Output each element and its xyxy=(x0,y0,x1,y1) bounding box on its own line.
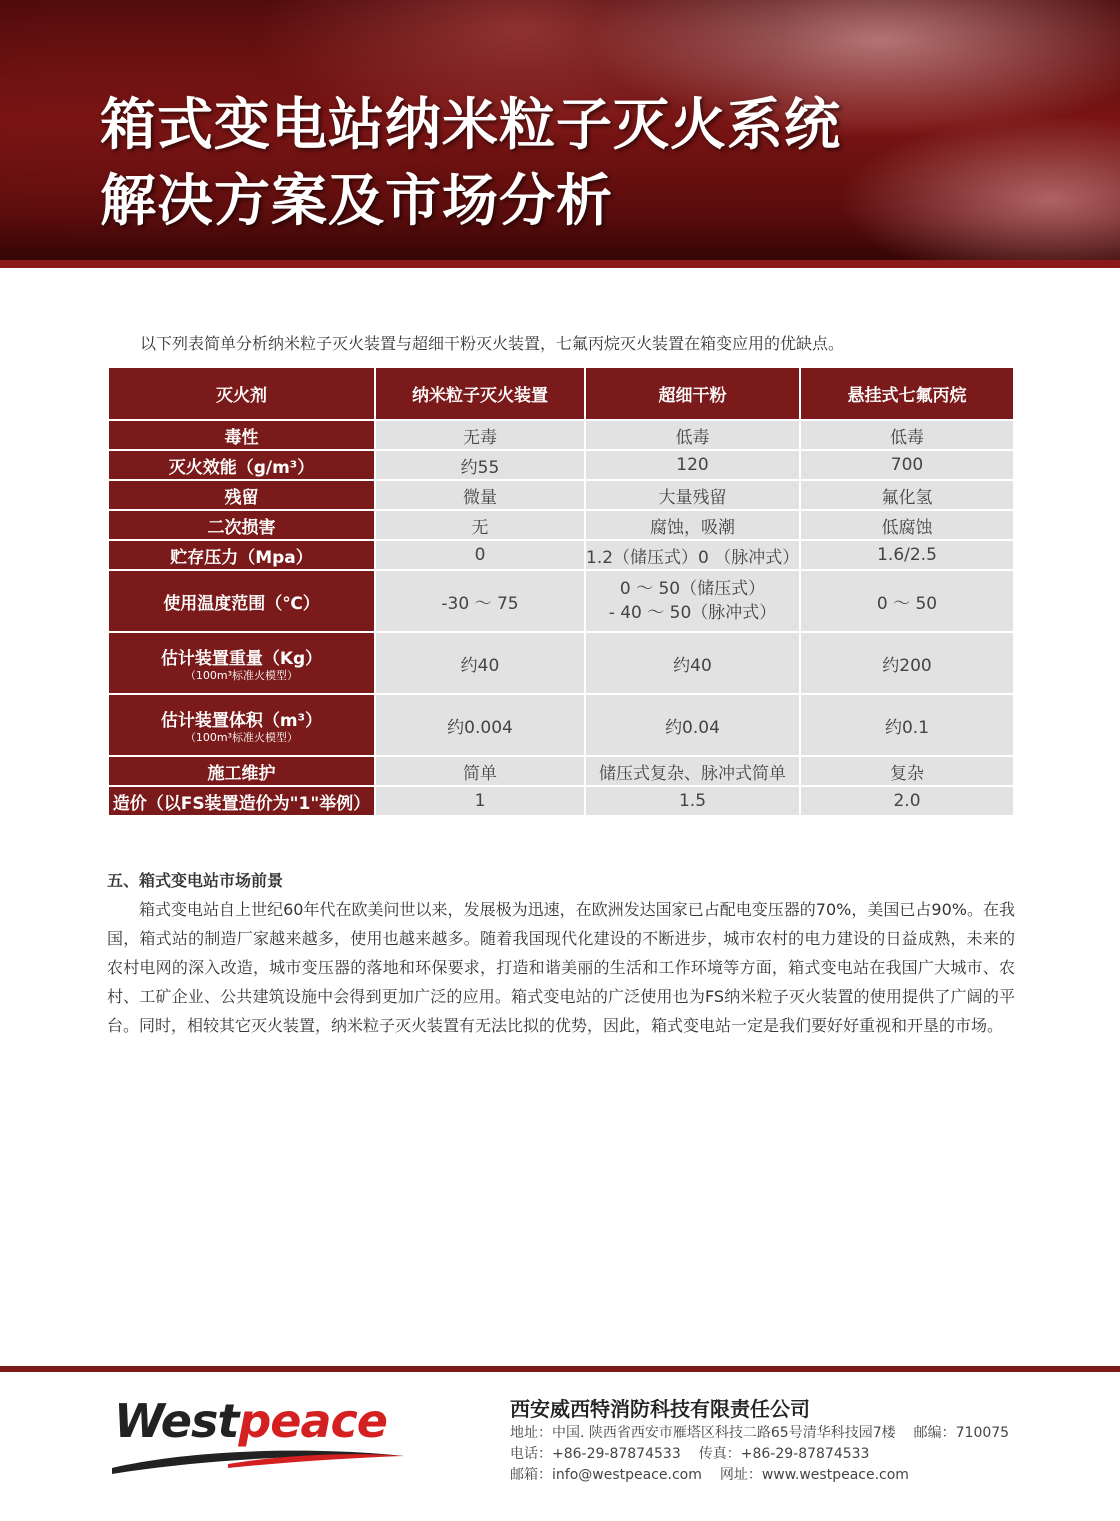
table-header-cell: 纳米粒子灭火装置 xyxy=(375,367,585,420)
table-cell: 2.0 xyxy=(800,786,1014,816)
section-paragraph: 箱式变电站自上世纪60年代在欧美问世以来，发展极为迅速，在欧洲发达国家已占配电变压器的70%，美国已占90%。在我国，箱式站的制造厂家越来越多，使用也越来越多。随着我国现代化建设的不断进步，城市农村的电力建设的日益成熟，未来的农村电网的深入改造，城市变压器的落地和环保要求，打造和谐美丽的生活和工作环境等方面，箱式变电站在我国广大城市、农村、工矿企业、公共建筑设施中会得到更加广泛的应用。箱式变电站的广泛使用也为FS纳米粒子灭火装置的使用提供了广阔的平台。同时，相较其它灭火装置，纳米粒子灭火装置有无法比拟的优势，因此，箱式变电站一定是我们要好好重视和开垦的市场。 xyxy=(107,900,1015,1035)
table-cell: 氟化氢 xyxy=(800,480,1014,510)
row-label: 毒性 xyxy=(108,420,375,450)
table-cell: 1.6/2.5 xyxy=(800,540,1014,570)
table-header-cell: 灭火剂 xyxy=(108,367,375,420)
table-cell: 腐蚀，吸潮 xyxy=(585,510,800,540)
table-cell: 约40 xyxy=(585,632,800,694)
row-label: 灭火效能（g/m³） xyxy=(108,450,375,480)
logo-text-west: West xyxy=(114,1394,239,1448)
table-cell: 低腐蚀 xyxy=(800,510,1014,540)
row-label: 贮存压力（Mpa） xyxy=(108,540,375,570)
row-label: 造价（以FS装置造价为"1"举例） xyxy=(108,786,375,816)
table-cell: 1 xyxy=(375,786,585,816)
phone-text: 电话：+86-29-87874533 xyxy=(510,1446,681,1462)
table-cell: 约55 xyxy=(375,450,585,480)
row-label: 残留 xyxy=(108,480,375,510)
logo-swoosh-icon xyxy=(108,1442,408,1476)
table-row xyxy=(108,540,1014,570)
table-cell: 1.5 xyxy=(585,786,800,816)
cell-line: - 40 ～ 50（脉冲式） xyxy=(608,603,777,623)
postcode-text: 邮编：710075 xyxy=(913,1425,1010,1441)
table-cell: 约40 xyxy=(375,632,585,694)
table-row xyxy=(108,786,1014,816)
page-title xyxy=(100,88,841,240)
cell-line: 0 ～ 50（储压式） xyxy=(619,579,766,599)
table-cell: 储压式复杂、脉冲式简单 xyxy=(585,756,800,786)
table-header-cell: 超细干粉 xyxy=(585,367,800,420)
page-title-line-2: 解决方案及市场分析 xyxy=(100,169,613,234)
page-title-line-1: 箱式变电站纳米粒子灭火系统 xyxy=(100,93,841,158)
contact-line-phone xyxy=(510,1444,869,1464)
table-cell: -30 ～ 75 xyxy=(375,570,585,632)
table-row xyxy=(108,450,1014,480)
row-label: 施工维护 xyxy=(108,756,375,786)
table-cell: 无 xyxy=(375,510,585,540)
table-row xyxy=(108,694,1014,756)
table-cell: 700 xyxy=(800,450,1014,480)
table-row xyxy=(108,632,1014,694)
table-cell: 0 xyxy=(375,540,585,570)
row-label-note: （100m³标准火模型） xyxy=(184,730,299,744)
table-cell: 约0.04 xyxy=(585,694,800,756)
company-logo xyxy=(108,1392,418,1482)
table-cell: 0 ～ 50 xyxy=(800,570,1014,632)
table-cell: 简单 xyxy=(375,756,585,786)
row-label: 二次损害 xyxy=(108,510,375,540)
header-banner xyxy=(0,0,1120,268)
table-header-row xyxy=(108,367,1014,420)
table-cell: 大量残留 xyxy=(585,480,800,510)
table-cell xyxy=(585,570,800,632)
banner-divider xyxy=(0,260,1120,268)
table-cell: 约0.1 xyxy=(800,694,1014,756)
address-text: 地址：中国. 陕西省西安市雁塔区科技二路65号清华科技园7楼 xyxy=(510,1425,896,1441)
table-row xyxy=(108,420,1014,450)
table-cell: 约0.004 xyxy=(375,694,585,756)
contact-line-web xyxy=(510,1465,909,1485)
table-row xyxy=(108,480,1014,510)
row-label-text: 估计装置体积（m³） xyxy=(160,710,323,731)
table-cell: 复杂 xyxy=(800,756,1014,786)
footer-divider xyxy=(0,1366,1120,1372)
contact-line-address xyxy=(510,1423,1009,1443)
company-name: 西安威西特消防科技有限责任公司 xyxy=(510,1397,810,1421)
comparison-table xyxy=(107,366,1015,817)
intro-text: 以下列表简单分析纳米粒子灭火装置与超细干粉灭火装置，七氟丙烷灭火装置在箱变应用的优缺点。 xyxy=(140,334,845,353)
row-label-text: 估计装置重量（Kg） xyxy=(160,648,323,669)
row-label: 使用温度范围（℃） xyxy=(108,570,375,632)
table-row xyxy=(108,510,1014,540)
logo-wordmark xyxy=(114,1394,387,1448)
table-cell: 微量 xyxy=(375,480,585,510)
table-cell: 低毒 xyxy=(800,420,1014,450)
table-cell: 无毒 xyxy=(375,420,585,450)
table-row xyxy=(108,756,1014,786)
table-row xyxy=(108,570,1014,632)
table-cell: 约200 xyxy=(800,632,1014,694)
website-link[interactable]: 网址：www.westpeace.com xyxy=(719,1467,909,1483)
fax-text: 传真：+86-29-87874533 xyxy=(698,1446,870,1462)
table-cell: 1.2（储压式）0 （脉冲式） xyxy=(585,540,800,570)
logo-text-peace: peace xyxy=(238,1394,388,1448)
table-cell: 低毒 xyxy=(585,420,800,450)
row-label-note: （100m³标准火模型） xyxy=(184,668,299,682)
row-label xyxy=(108,694,375,756)
table-cell: 120 xyxy=(585,450,800,480)
table-header-cell: 悬挂式七氟丙烷 xyxy=(800,367,1014,420)
email-link[interactable]: 邮箱：info@westpeace.com xyxy=(510,1467,702,1483)
row-label xyxy=(108,632,375,694)
section-heading: 五、箱式变电站市场前景 xyxy=(107,871,284,890)
